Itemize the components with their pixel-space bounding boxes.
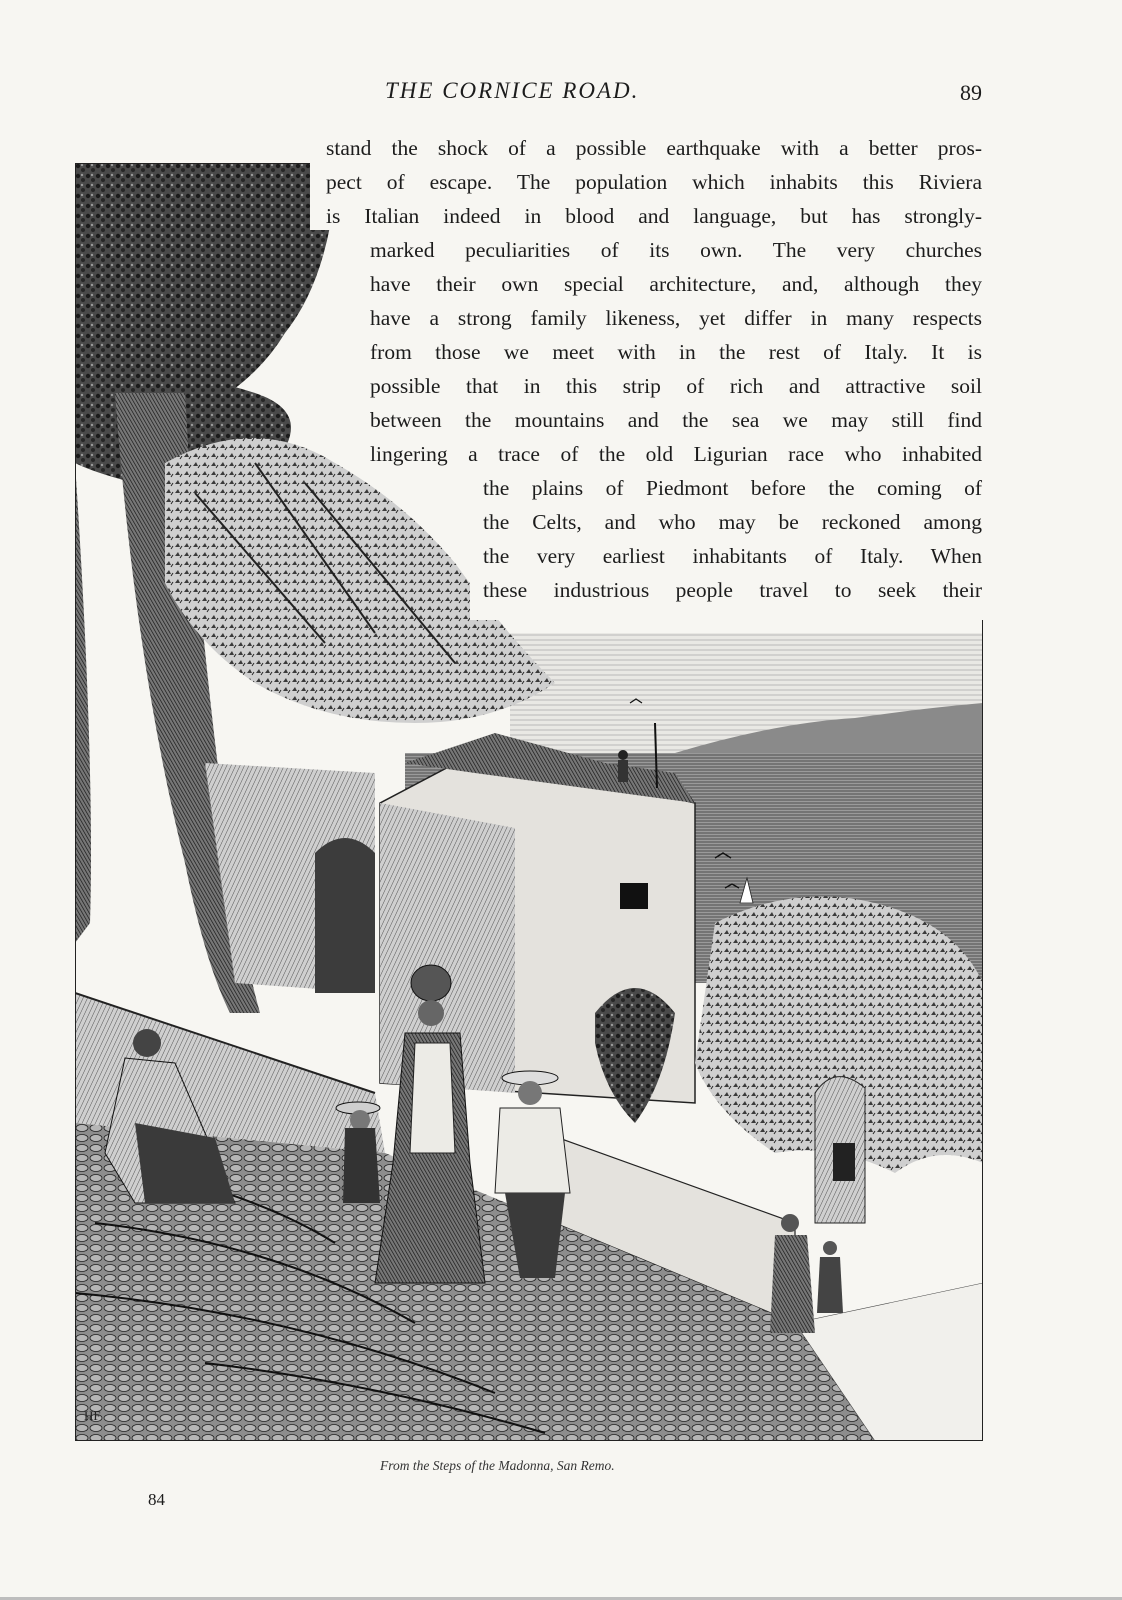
text-line: stand the shock of a possible earthquake with a better pros- bbox=[326, 136, 982, 160]
text-line: these industrious people travel to seek their bbox=[483, 578, 982, 602]
running-head: THE CORNICE ROAD. bbox=[385, 78, 640, 103]
text-line: marked peculiarities of its own. The very churches bbox=[370, 238, 982, 262]
text-line: lingering a trace of the old Ligurian race who inhabited bbox=[370, 442, 982, 466]
text-line: have a strong family likeness, yet differ in many respects bbox=[370, 306, 982, 330]
artist-monogram: HF bbox=[84, 1408, 101, 1423]
text-line: pect of escape. The population which inhabits this Riviera bbox=[326, 170, 982, 194]
illustration-caption: From the Steps of the Madonna, San Remo. bbox=[380, 1458, 615, 1473]
text-line: have their own special architecture, and, although they bbox=[370, 272, 982, 296]
text-line: possible that in this strip of rich and attractive soil bbox=[370, 374, 982, 398]
body-text-block bbox=[0, 0, 1122, 640]
text-line: the plains of Piedmont before the coming of bbox=[483, 476, 982, 500]
page-number: 89 bbox=[960, 80, 982, 105]
text-line: between the mountains and the sea we may still find bbox=[370, 408, 982, 432]
text-line: is Italian indeed in blood and language, but has strongly- bbox=[326, 204, 982, 228]
text-line: from those we meet with in the rest of Italy. It is bbox=[370, 340, 982, 364]
signature-number: 84 bbox=[148, 1490, 165, 1509]
text-line: the Celts, and who may be reckoned among bbox=[483, 510, 982, 534]
text-line: the very earliest inhabitants of Italy. When bbox=[483, 544, 982, 568]
